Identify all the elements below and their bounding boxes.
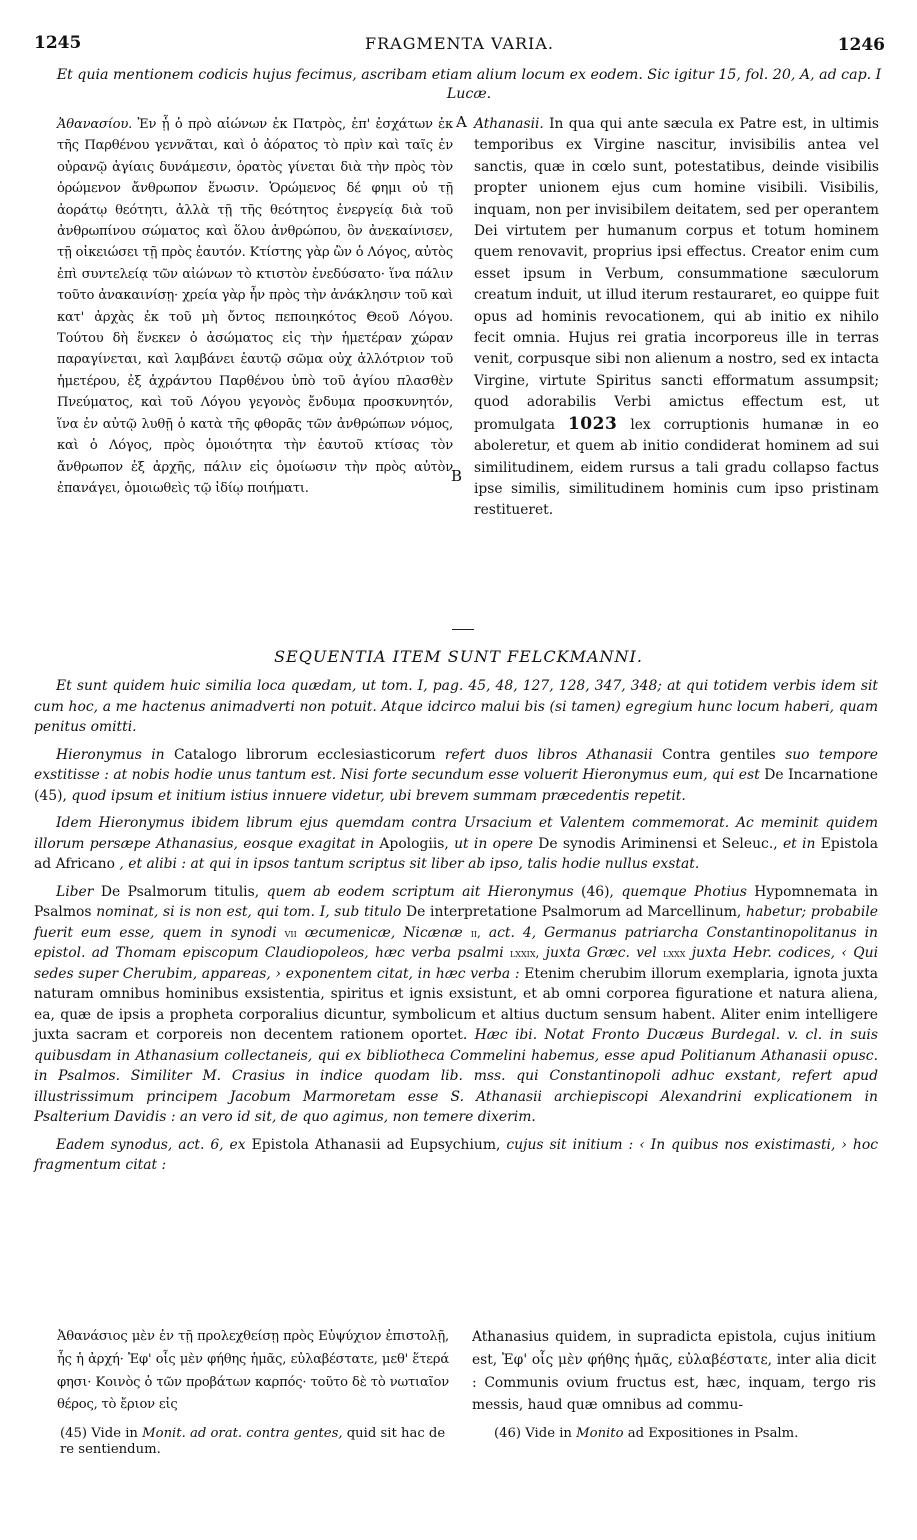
section-title: SEQUENTIA ITEM SUNT FELCKMANNI. bbox=[274, 647, 643, 666]
paragraph-2 bbox=[34, 745, 878, 807]
latin-lead: Athanasii. bbox=[474, 116, 544, 132]
para2-d: Contra gentiles bbox=[661, 746, 776, 763]
para3-g: , et alibi : at qui in ipsos tantum scriptus sit liber ab ipso, talis hodie nullus exstat. bbox=[119, 856, 700, 872]
paragraph-4 bbox=[34, 882, 878, 1128]
para4-m: ii, bbox=[470, 925, 481, 940]
latin-column-1 bbox=[474, 114, 879, 522]
para3-f: Epistola ad Africano bbox=[34, 835, 879, 872]
paragraph-5 bbox=[34, 1135, 878, 1176]
para5-b: Epistola Athanasii ad Eupsychium, bbox=[251, 1136, 501, 1153]
para4-f: Hypomnemata bbox=[754, 883, 858, 900]
footnote-46 bbox=[494, 1426, 874, 1442]
footnote-46-a: (46) Vide in bbox=[494, 1426, 572, 1441]
greek-lead: Ἀθανασίου. bbox=[57, 117, 133, 132]
para4-b: De Psalmorum titulis, bbox=[100, 883, 260, 900]
body-text bbox=[34, 676, 878, 1183]
para1-text: Et sunt quidem huic similia loca quædam, ut tom. I, pag. 45, 48, 127, 128, 347, 348; at qui totidem verbis idem sit cum hoc, a me hactenus animadverti non potuit. Atque idcirco malui bis (si tamen) egregium hunc locum haberi, quam penitus omitti. bbox=[34, 678, 878, 735]
para3-a: Idem Hieronymus ibidem librum ejus quemdam contra Ursacium et Valentem commemorat. Ac meminit quidem illorum persæpe Athanasius, eosque exagitat in bbox=[34, 815, 878, 852]
para4-c: quem ab eodem scriptum ait Hieronymus bbox=[266, 883, 574, 900]
para4-l: œcumenicæ, Nicænæ bbox=[304, 924, 463, 941]
paragraph-1 bbox=[34, 676, 878, 738]
latin-column-2: Athanasius quidem, in supradicta epistola, cujus initium est, Ἐφ' οἷς μὲν φήθης ἡμᾶς, εὐλαβέστατε, inter alia dicit : Communis ovium fructus est, hæc, inquam, tergo ris messis, haud quæ omnibus ad commu- bbox=[472, 1329, 876, 1414]
para2-e: suo tempore exstitisse : at nobis hodie unus tantum est. Nisi forte secundum esse voluerit Hieronymus eum, qui est bbox=[34, 746, 878, 783]
para4-a: Liber bbox=[56, 883, 94, 900]
column-marker-a: A bbox=[456, 113, 467, 131]
para2-f: De Incarnatione (45), bbox=[34, 767, 878, 804]
footnote-45-a: (45) Vide in bbox=[60, 1426, 138, 1441]
para4-g: in Psalmos bbox=[34, 883, 878, 920]
para4-j: habetur; probabile fuerit eum esse, quem in synodi bbox=[34, 904, 878, 941]
para3-b: Apologiis, bbox=[379, 835, 449, 852]
para3-d: De synodis Ariminensi et Seleuc., bbox=[538, 835, 778, 852]
footnote-46-b: Monito bbox=[576, 1426, 624, 1441]
page-number-right: 1246 bbox=[837, 35, 885, 55]
para4-q: lxxx bbox=[663, 946, 686, 960]
para4-h: nominat, si is non est, qui tom. I, sub titulo bbox=[96, 904, 402, 920]
para2-c: refert duos libros Athanasii bbox=[444, 746, 653, 763]
greek-text: Ἐν ᾗ ὁ πρὸ αἰώνων ἐκ Πατρὸς, ἐπ' ἐσχάτων ἐκ τῆς Παρθένου γεννᾶται, καὶ ὁ ἀόρατος τὸ πρὶν καὶ ταῖς ἐν οὐρανῷ ἁγίαις δυνάμεσιν, ὁρατὸς γίνεται διὰ τὴν πρὸς τὸν ὁρώμενον ἄνθρωπον ἕνωσιν. Ὁρώμενος δέ φημι οὐ τῇ ἀοράτῳ θεότητι, ἀλλὰ τῇ τῆς θεότητος ἐνεργείᾳ διὰ τοῦ ἀνθρωπίνου σώματος καὶ ὅλου ἀνθρώπου, ὃν ἀνεκαίνισεν, τῇ οἰκειώσει τῇ πρὸς ἑαυτόν. Κτίστης γὰρ ὢν ὁ Λόγος, αὐτὸς ἐπὶ συντελείᾳ τῶν αἰώνων τὸ κτιστὸν ἐνεδύσατο· ἵνα πάλιν τοῦτο ἀνακαινίσῃ· χρεία γὰρ ἦν πρὸς τὴν ἀνάκλησιν τοῦ καὶ κατ' ἀρχὰς ἐκ τοῦ μὴ ὄντος πεποιηκότος Θεοῦ Λόγου. Τούτου δὴ ἕνεκεν ὁ ἀσώματος εἰς τὴν ἡμετέραν χώραν παραγίνεται, καὶ λαμβάνει ἑαυτῷ σῶμα οὐχ ἀλλότριον τοῦ ἡμετέρου, ἐξ ἀχράντου Παρθένου ὑπὸ τοῦ ἁγίου πλασθὲν Πνεύματος, καὶ τοῦ Λόγου γεγονὸς ἔνδυμα προσκυνητόν, ἵνα ἐν αὐτῷ λυθῇ ὁ κατὰ τῆς φθορᾶς τῶν ἀνθρώπων νόμος, καὶ ὁ Λόγος, πρὸς ὁμοιότητα τὴν ἑαυτοῦ κτίσας τὸν ἄνθρωπον ἐξ ἀρχῆς, πάλιν εἰς ὁμοίωσιν τὴν πρὸς αὐτὸν ἐπανάγει, ὁμοιωθεὶς τῷ ἰδίῳ ποιήματι. bbox=[57, 117, 453, 496]
para4-d: (46), bbox=[581, 883, 614, 900]
para4-p: juxta Græc. vel bbox=[545, 945, 657, 961]
para5-c: cujus sit initium : ‹ In quibus nos existimasti, › hoc fragmentum citat : bbox=[34, 1136, 878, 1173]
para3-c: ut in opere bbox=[454, 835, 533, 852]
para4-t: Hæc ibi. Notat Fronto Ducæus Burdegal. v. cl. in suis quibusdam in Athanasium collectaneis, qui ex bibliotheca Commelini habemus, esse apud Politianum Athanasii opusc. in Psalmos. Similiter M. Crasius in indice quodam lib. mss. qui Constantinopoli adhuc exstant, refert apud illustrissimum principem Jacobum Marmoretam esse S. Athanasii archiepiscopi Alexandrini explicationem in Psalterium Davidis : an vero id sit, de quo agimus, non temere dixerim. bbox=[34, 1027, 878, 1125]
para3-e: et in bbox=[782, 835, 816, 852]
para4-k: vii bbox=[284, 925, 297, 940]
paragraph-3 bbox=[34, 813, 878, 875]
para4-r: juxta Hebr. codices, ‹ Qui sedes super Cherubim, appareas, › exponentem citat, in hæc verba : bbox=[34, 945, 879, 982]
para4-n: act. 4, Germanus patriarcha Constantinopolitanus in epistol. ad Thomam episcopum Claudiopoleos, hæc verba psalmi bbox=[34, 924, 878, 961]
latin-text-a: In qua qui ante sæcula ex Patre est, in ultimis temporibus ex Virgine nascitur, invisibilis antea vel sanctis, quæ in cœlo sunt, potestatibus, deinde visibilis propter unionem ejus cum homine visibili. Visibilis, inquam, non per invisibilem deitatem, sed per operantem Dei virtutem per humanum corpus et totum hominem quem renovavit, proprius ipsi effectus. Creator enim cum esset ipsum in Verbum, consummatione sæculorum creatum induit, ut illud iterum restauraret, eo quippe fuit opus ad hominis revocationem, qui ab initio ex nihilo fecit omnia. Hujus rei gratia incorporeus ille in terras venit, corpusque sibi non alienum a nostro, sed ex intacta Virgine, virtute Spiritus sancti efformatum assumpsit; quod adorabilis Verbi amictus effectum est, ut promulgata bbox=[474, 116, 879, 433]
footnote-45 bbox=[60, 1426, 452, 1458]
intro-note: Et quia mentionem codicis hujus fecimus, ascribam etiam alium locum ex eodem. Sic igitur 15, fol. 20, A, ad cap. I Lucæ. bbox=[56, 67, 882, 102]
column-marker-b: B bbox=[451, 467, 463, 485]
footnote-46-c: ad Expositiones in Psalm. bbox=[627, 1426, 799, 1441]
greek-column-2: Ἀθανάσιος μὲν ἐν τῇ προλεχθείσῃ πρὸς Εὐψύχιον ἐπιστολῇ, ἧς ἡ ἀρχή· Ἐφ' οἷς μὲν φήθης ἡμᾶς, εὐλαβέστατε, μεθ' ἕτερά φησι· Κοινὸς ὁ τῶν προβάτων καρπός· τοῦτο δὲ τὸ νωτιαῖον θέρος, τὸ ἔριον εἰς bbox=[57, 1329, 449, 1413]
running-title: FRAGMENTA VARIA. bbox=[364, 34, 554, 53]
para2-b: Catalogo librorum ecclesiasticorum bbox=[174, 746, 436, 763]
para4-s: Etenim cherubim illorum exemplaria, ignota juxta naturam omnibus hominibus exsistentia, spiritus et ignis exsistunt, et ab omni corporea figuratione et natura aliena, ea, quæ de ipsis a propheta corporalius dicuntur, symbolicum et altius ductum sensum habent. Aliter enim intelligere juxta sacram et corporeis non decentem rationem oportet. bbox=[34, 965, 878, 1043]
para4-o: lxxix, bbox=[509, 946, 540, 960]
latin-text-b: lex corruptionis humanæ in eo aboleretur, et quem ab initio condiderat hominem ad sui similitudinem, eidem rursus a tali gradu collapso factus ipse similis, similitudinem hominis cum ipso pristinam restitueret. bbox=[474, 416, 879, 519]
footnote-45-c: quid sit hac de re sentiendum. bbox=[60, 1426, 446, 1457]
para4-e: quemque Photius bbox=[621, 883, 747, 900]
running-header bbox=[34, 33, 885, 57]
para2-a: Hieronymus in bbox=[56, 746, 165, 763]
page-number-left: 1245 bbox=[34, 33, 82, 53]
migne-page-mark: 1023 bbox=[567, 413, 618, 434]
para2-g: quod ipsum et initium istius innuere videtur, ubi brevem summam præcedentis repetit. bbox=[71, 787, 686, 804]
footnote-45-b: Monit. ad orat. contra gentes, bbox=[142, 1426, 343, 1441]
section-divider bbox=[452, 629, 474, 630]
para5-a: Eadem synodus, act. 6, ex bbox=[56, 1136, 246, 1153]
para4-i: De interpretatione Psalmorum ad Marcellinum, bbox=[406, 904, 742, 920]
greek-column-1 bbox=[57, 114, 453, 499]
